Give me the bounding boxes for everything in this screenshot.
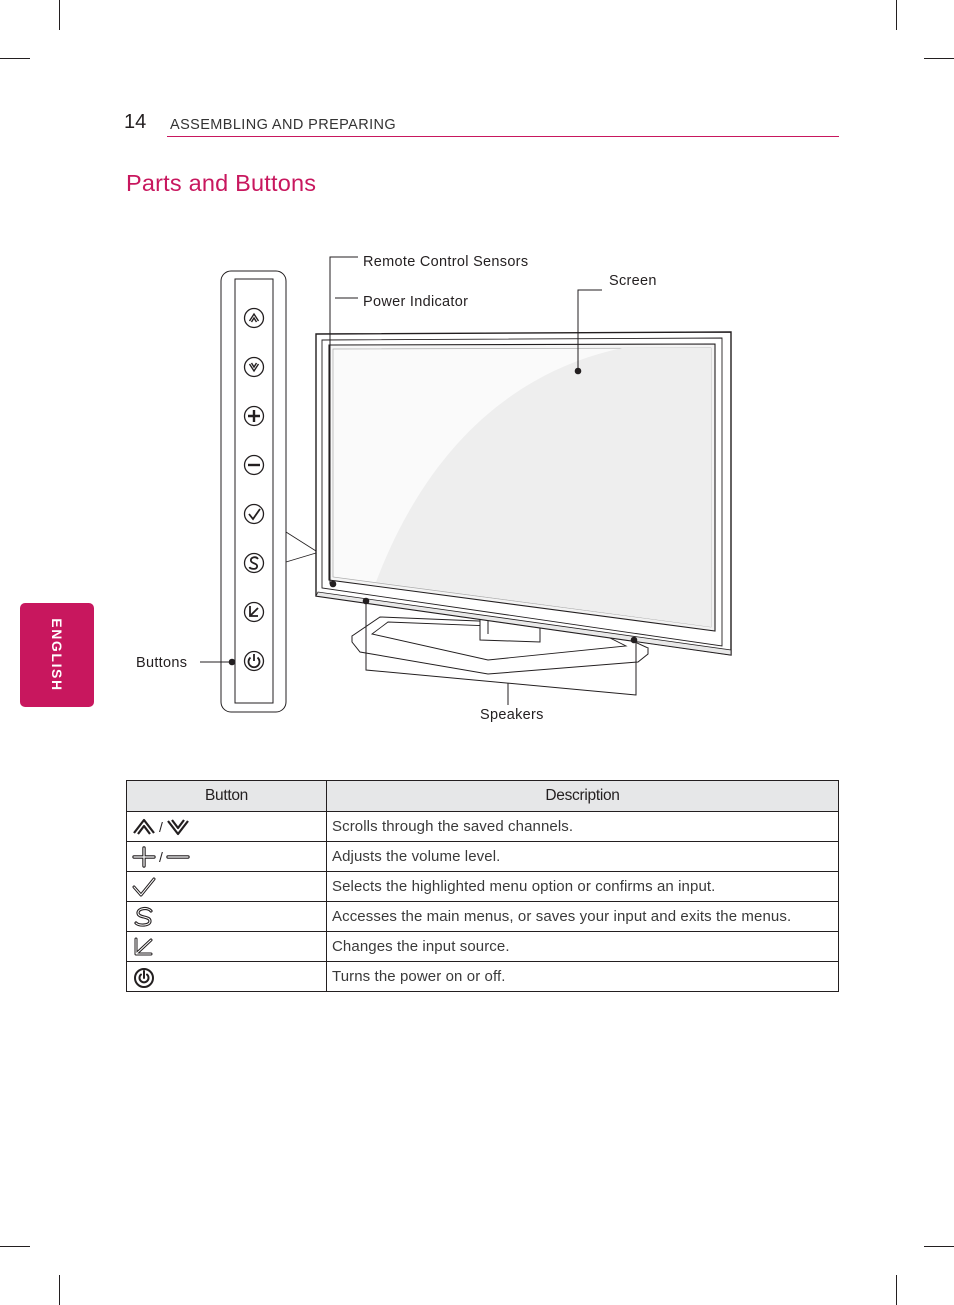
volume-down-icon [166, 846, 190, 868]
crop-mark [924, 1246, 954, 1247]
button-cell [127, 962, 327, 992]
tv-body [316, 332, 731, 655]
header-button: Button [127, 781, 327, 812]
button-cell [127, 902, 327, 932]
power-icon [132, 966, 156, 988]
settings-icon [132, 906, 156, 928]
table-header-row [127, 781, 839, 812]
button-cell [127, 872, 327, 902]
header-description: Description [327, 781, 839, 812]
remote-sensors-label: Remote Control Sensors [363, 254, 529, 270]
table-row [127, 842, 839, 872]
icon-separator: / [159, 848, 163, 865]
speakers-label: Speakers [480, 707, 544, 723]
screen-label: Screen [609, 273, 657, 289]
page-title: Parts and Buttons [126, 170, 317, 196]
table-row [127, 872, 839, 902]
channel-up-icon [132, 817, 156, 837]
buttons-table [126, 780, 839, 992]
description-cell: Accesses the main menus, or saves your input and exits the menus. [327, 902, 839, 932]
description-cell: Turns the power on or off. [327, 962, 839, 992]
description-cell: Selects the highlighted menu option or confirms an input. [327, 872, 839, 902]
crop-mark [0, 1246, 30, 1247]
table-row [127, 902, 839, 932]
table-row [127, 932, 839, 962]
description-cell: Changes the input source. [327, 932, 839, 962]
channel-down-icon [166, 817, 190, 837]
table-row [127, 962, 839, 992]
power-indicator-label: Power Indicator [363, 294, 469, 310]
icon-separator: / [159, 818, 163, 835]
description-cell: Scrolls through the saved channels. [327, 812, 839, 842]
crop-mark [59, 1275, 60, 1305]
volume-up-icon [132, 846, 156, 868]
crop-mark [896, 1275, 897, 1305]
page-number: 14 [124, 111, 147, 133]
description-cell: Adjusts the volume level. [327, 842, 839, 872]
section-header: ASSEMBLING AND PREPARING [170, 117, 397, 133]
button-cell [127, 812, 327, 842]
buttons-label: Buttons [136, 655, 188, 671]
button-cell [127, 842, 327, 872]
button-panel-callout [221, 271, 316, 712]
button-cell [127, 932, 327, 962]
table-row [127, 812, 839, 842]
language-tab-label: ENGLISH [49, 618, 65, 692]
input-icon [132, 936, 156, 958]
ok-icon [132, 876, 156, 898]
